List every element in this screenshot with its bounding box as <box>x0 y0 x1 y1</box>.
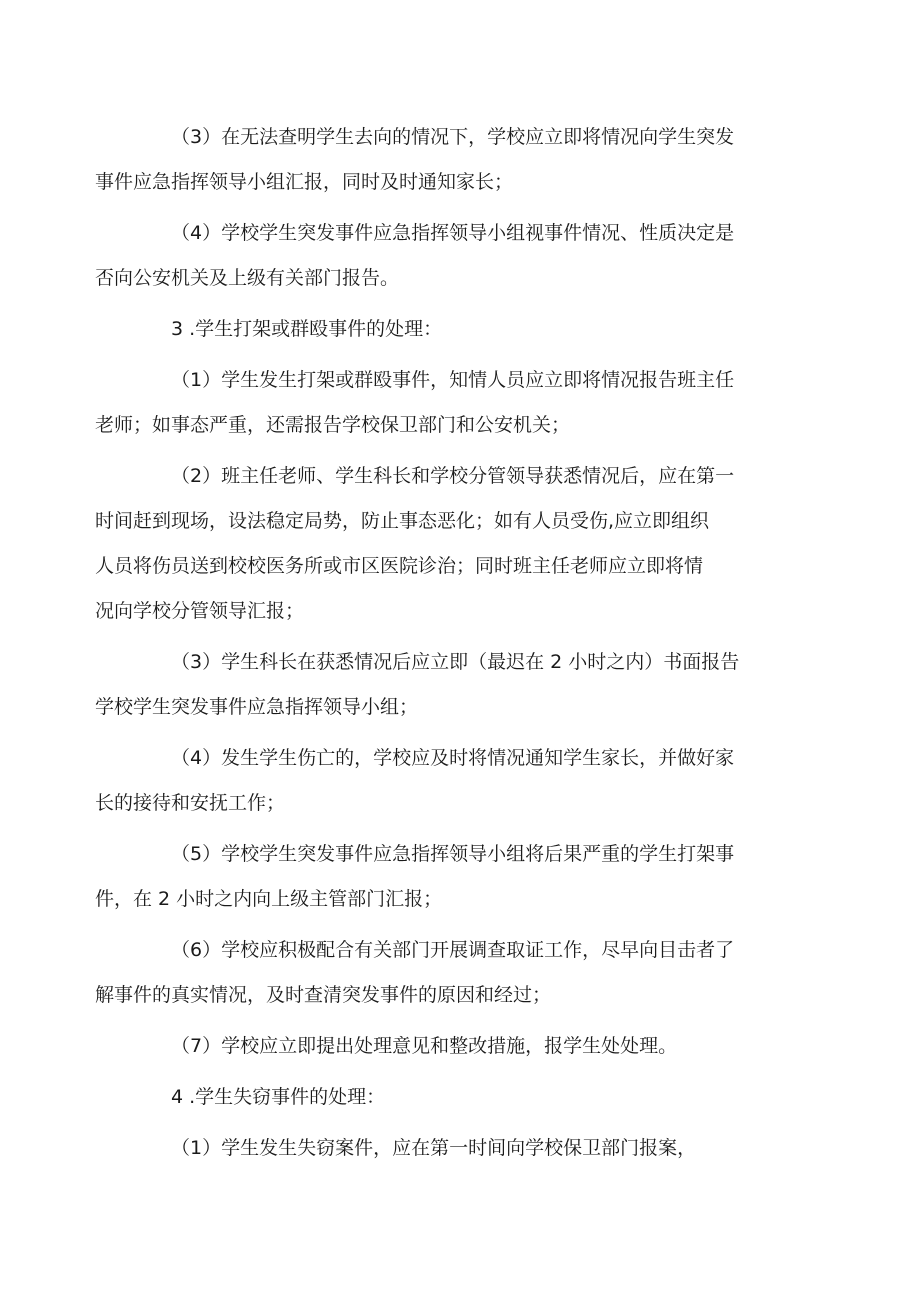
document-body <box>95 115 793 1177</box>
paragraph <box>95 115 793 205</box>
paragraph <box>95 832 793 922</box>
text-line: 件，在 2 小时之内向上级主管部门汇报； <box>95 888 443 910</box>
text-line: 老师；如事态严重，还需报告学校保卫部门和公安机关； <box>95 414 571 436</box>
paragraph <box>133 1126 793 1171</box>
text-line: （5）学校学生突发事件应急指挥领导小组将后果严重的学生打架事 <box>171 843 735 865</box>
paragraph <box>95 358 793 448</box>
text-line: （6）学校应积极配合有关部门开展调查取证工作，尽早向目击者了 <box>171 939 735 961</box>
text-line: （3）学生科长在获悉情况后应立即（最迟在 2 小时之内）书面报告 <box>171 651 740 673</box>
text-line: （2）班主任老师、学生科长和学校分管领导获悉情况后，应在第一 <box>171 465 735 487</box>
text-line: 学校学生突发事件应急指挥领导小组； <box>95 696 419 718</box>
text-line: 况向学校分管领导汇报； <box>95 600 305 622</box>
paragraph <box>133 1024 793 1069</box>
text-line: （4）学校学生突发事件应急指挥领导小组视事件情况、性质决定是 <box>171 222 735 244</box>
paragraph <box>95 211 793 301</box>
text-line: 4 .学生失窃事件的处理： <box>171 1086 386 1108</box>
text-line: （4）发生学生伤亡的，学校应及时将情况通知学生家长，并做好家 <box>171 747 735 769</box>
paragraph <box>95 736 793 826</box>
text-line: （7）学校应立即提出处理意见和整改措施，报学生处处理。 <box>171 1035 678 1057</box>
text-line: （1）学生发生打架或群殴事件，知情人员应立即将情况报告班主任 <box>171 369 735 391</box>
text-line: 3 .学生打架或群殴事件的处理： <box>171 318 443 340</box>
section-heading <box>133 1075 793 1120</box>
text-line: （3）在无法查明学生去向的情况下，学校应立即将情况向学生突发 <box>171 126 735 148</box>
paragraph <box>95 454 793 634</box>
section-heading <box>133 307 793 352</box>
text-line: 事件应急指挥领导小组汇报，同时及时通知家长； <box>95 171 514 193</box>
text-line: 解事件的真实情况，及时查清突发事件的原因和经过； <box>95 984 552 1006</box>
text-line: 人员将伤员送到校校医务所或市区医院诊治；同时班主任老师应立即将情 <box>95 555 704 577</box>
paragraph <box>95 640 793 730</box>
text-line: 否向公安机关及上级有关部门报告。 <box>95 267 400 289</box>
text-line: 长的接待和安抚工作； <box>95 792 286 814</box>
text-line: （1）学生发生失窃案件，应在第一时间向学校保卫部门报案， <box>171 1137 697 1159</box>
text-line: 时间赶到现场，设法稳定局势，防止事态恶化；如有人员受伤,应立即组织 <box>95 510 710 532</box>
paragraph <box>95 928 793 1018</box>
